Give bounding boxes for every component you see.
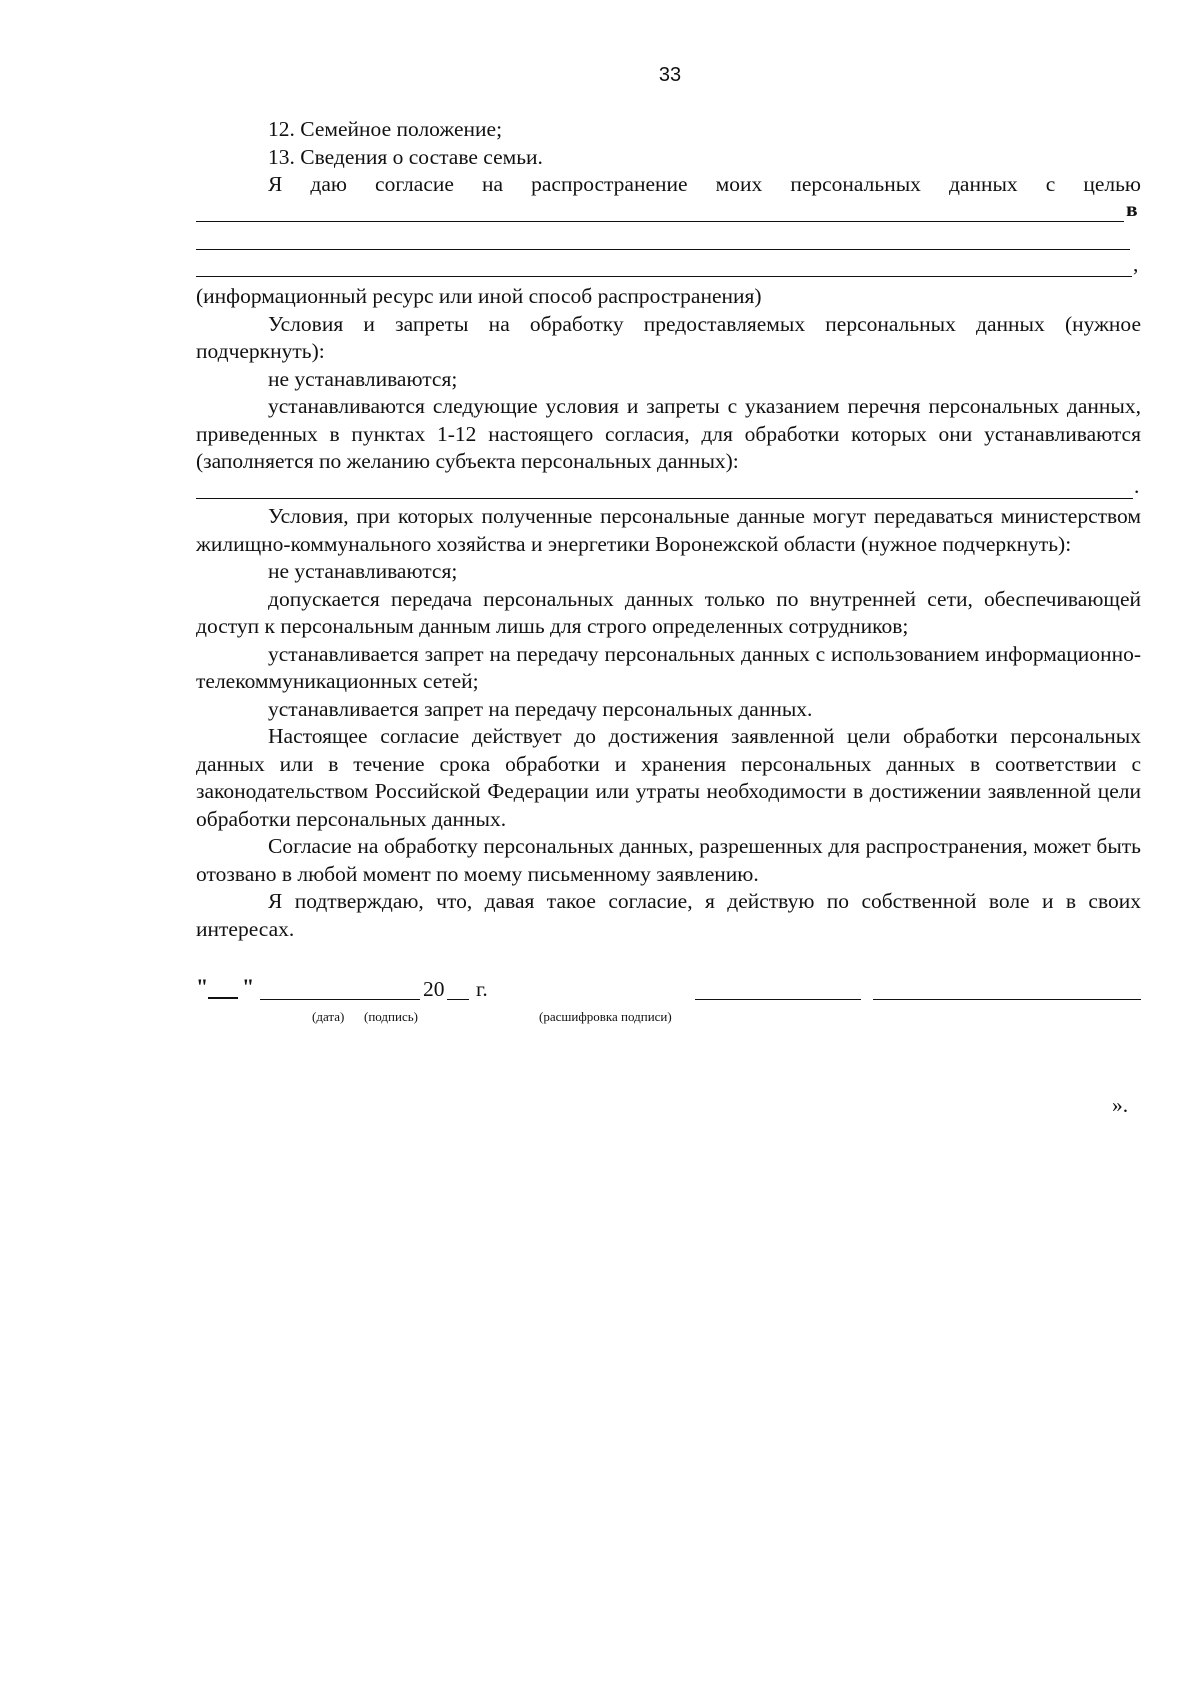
page-number: 33 bbox=[658, 64, 682, 86]
transfer-option-internal: допускается передача персональных данных только по внутренней сети, обеспечивающей доступ к персональным данным лишь для строго определенных сотрудников; bbox=[196, 586, 1141, 638]
confirmation-paragraph: Я подтверждаю, что, давая такое согласие, я действую по собственной воле и в своих интересах. bbox=[196, 889, 1141, 941]
purpose-fill-line-2 bbox=[196, 226, 1141, 254]
signature-line bbox=[695, 999, 861, 1000]
signature-label: (подпись) bbox=[364, 1009, 418, 1024]
year-blank bbox=[447, 999, 469, 1000]
year-suffix: г. bbox=[476, 977, 488, 1001]
purpose-comma: , bbox=[1133, 251, 1139, 276]
transfer-option-none: не устанавливаются; bbox=[268, 559, 458, 583]
purpose-caption: (информационный ресурс или иной способ распространения) bbox=[196, 284, 762, 308]
date-label: (дата) bbox=[312, 1009, 345, 1024]
decoding-line bbox=[873, 999, 1141, 1000]
quote-open: " bbox=[196, 974, 209, 999]
validity-paragraph: Настоящее согласие действует до достижения заявленной цели обработки персональных данных или в течение срока обработки и хранения персональных данных в соответствии с законодательством Российской Федерации или утраты необходимости в достижении заявленной цели обработки персональных данных. bbox=[196, 724, 1141, 831]
revocation-paragraph: Согласие на обработку персональных данных, разрешенных для распространения, может быть отозвано в любой момент по моему письменному заявлению. bbox=[196, 834, 1141, 886]
signature-block bbox=[196, 973, 1141, 1033]
decoding-label: (расшифровка подписи) bbox=[539, 1009, 672, 1024]
conditions-line-end: . bbox=[1134, 473, 1140, 498]
list-item-13: 13. Сведения о составе семьи. bbox=[268, 144, 543, 169]
list-item-12: 12. Семейное положение; bbox=[268, 117, 503, 141]
day-blank bbox=[208, 997, 238, 999]
document-body bbox=[196, 116, 1141, 1033]
conditions-heading: Условия и запреты на обработку предоставляемых персональных данных (нужное подчеркнуть): bbox=[196, 311, 1141, 363]
transfer-heading: Условия, при которых полученные персональные данные могут передаваться министерством жилищно-коммунального хозяйства и энергетики Воронежской области (нужное подчеркнуть): bbox=[196, 504, 1141, 556]
month-blank bbox=[260, 999, 420, 1000]
conditions-option-set: устанавливаются следующие условия и запреты с указанием перечня персональных данных, приведенных в пунктах 1-12 настоящего согласия, для обработки которых они устанавливаются (заполняется по желанию субъекта персональных данных): bbox=[196, 394, 1141, 473]
purpose-fill-line-1 bbox=[196, 196, 1141, 227]
transfer-option-no-networks: устанавливается запрет на передачу персональных данных с использованием информационно-телекоммуникационных сетей; bbox=[196, 641, 1141, 693]
quote-close: " bbox=[242, 974, 255, 999]
purpose-in-word: в bbox=[1126, 196, 1138, 221]
conditions-fill-line bbox=[196, 473, 1141, 504]
purpose-fill-line-3 bbox=[196, 251, 1141, 282]
closing-quote: ». bbox=[1112, 1093, 1129, 1117]
transfer-option-forbidden: устанавливается запрет на передачу персональных данных. bbox=[268, 696, 813, 721]
year-prefix: 20 bbox=[423, 977, 445, 1001]
purpose-statement: Я даю согласие на распространение моих персональных данных с целью bbox=[268, 172, 1141, 196]
conditions-option-none: не устанавливаются; bbox=[268, 366, 458, 391]
